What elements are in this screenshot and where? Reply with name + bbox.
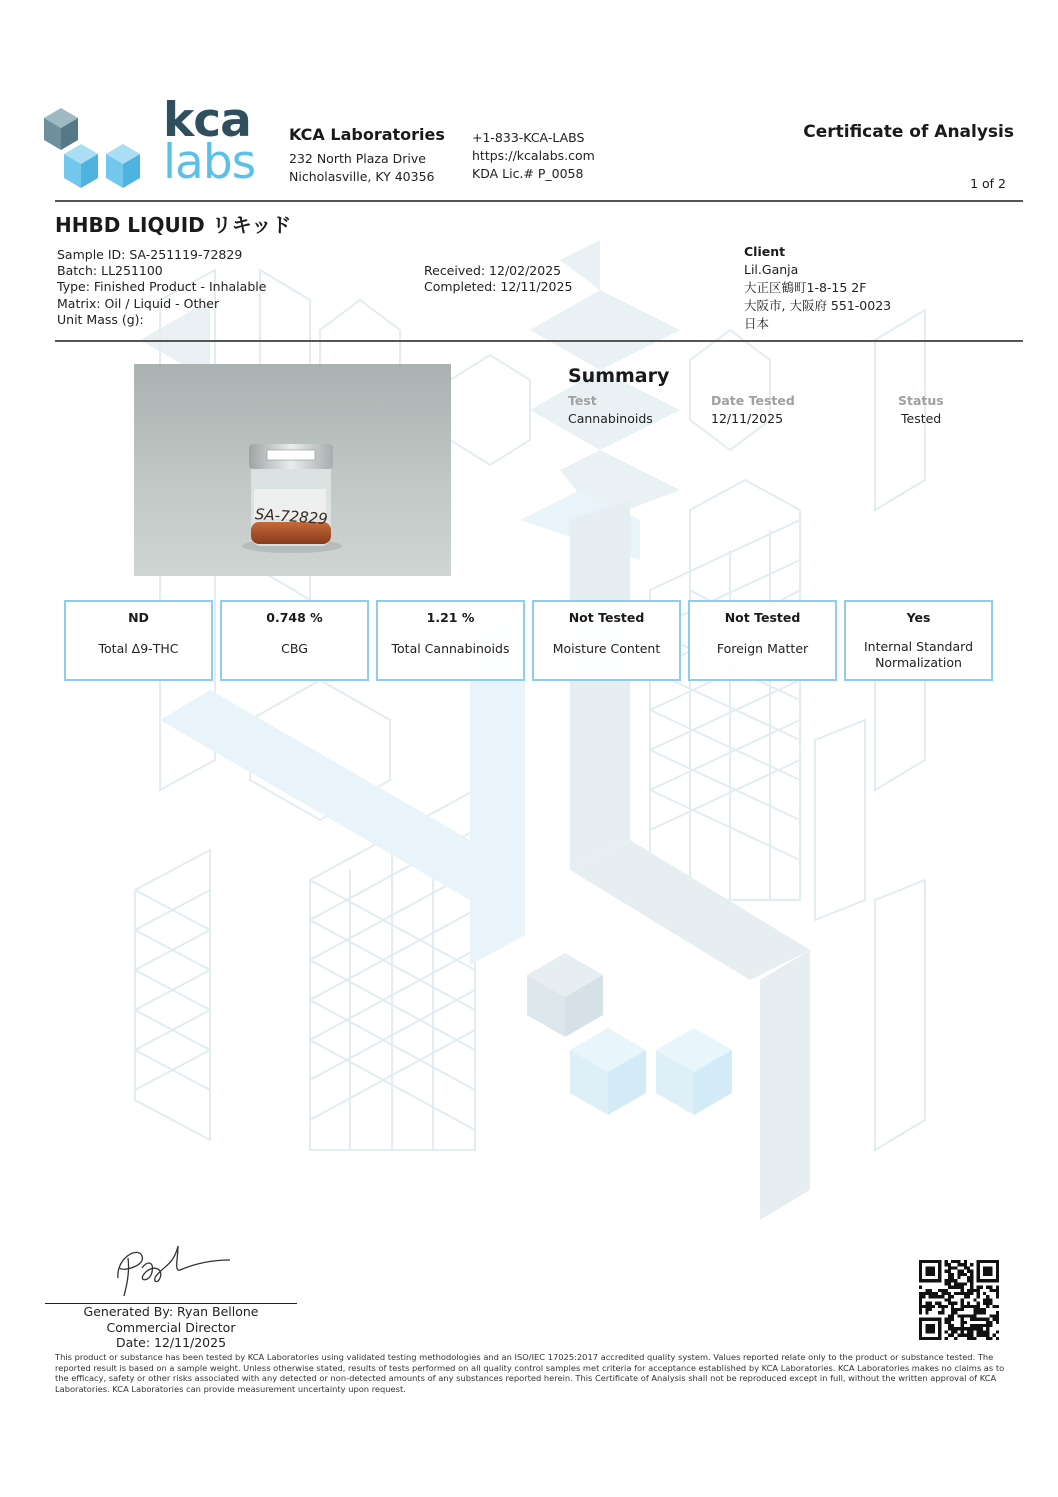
result-box-thc bbox=[64, 600, 213, 681]
sample-batch: Batch: LL251100 bbox=[57, 263, 163, 279]
result-label: Internal Standard Normalization bbox=[863, 639, 973, 670]
summary-cell-status: Tested bbox=[901, 411, 942, 426]
lab-phone: +1-833-KCA-LABS bbox=[472, 130, 585, 145]
signoff-date: Date: 12/11/2025 bbox=[115, 1335, 227, 1350]
result-label: Total Cannabinoids bbox=[391, 641, 510, 656]
logo-wordmark bbox=[163, 93, 256, 190]
lab-info bbox=[289, 125, 445, 186]
lab-address-1: 232 North Plaza Drive bbox=[289, 151, 426, 166]
signoff bbox=[45, 1304, 297, 1351]
summary-title: Summary bbox=[568, 365, 670, 387]
result-value: ND bbox=[128, 610, 149, 625]
jar-label-text: SA-72829 bbox=[254, 504, 329, 529]
completed-date: Completed: 12/11/2025 bbox=[424, 279, 573, 295]
sample-unit-mass: Unit Mass (g): bbox=[57, 311, 144, 327]
product-title: HHBD LIQUID リキッド bbox=[55, 213, 292, 237]
received-date: Received: 12/02/2025 bbox=[424, 263, 562, 278]
summary-cell-date: 12/11/2025 bbox=[711, 411, 784, 426]
sample-dates bbox=[424, 263, 572, 295]
client-country: 日本 bbox=[744, 315, 770, 331]
result-box-moisture bbox=[532, 600, 681, 681]
result-value: Yes bbox=[906, 610, 931, 625]
summary-header-status: Status bbox=[898, 393, 944, 408]
sample-type: Type: Finished Product - Inhalable bbox=[57, 279, 267, 295]
logo-word-labs: labs bbox=[163, 135, 256, 190]
summary-cell-test: Cannabinoids bbox=[568, 411, 653, 426]
result-box-cbg bbox=[220, 600, 369, 681]
sample-matrix: Matrix: Oil / Liquid - Other bbox=[57, 295, 220, 311]
summary-header-date: Date Tested bbox=[711, 393, 795, 408]
sample-info bbox=[57, 247, 266, 328]
result-label: Foreign Matter bbox=[716, 641, 809, 656]
result-value: Not Tested bbox=[724, 610, 801, 625]
disclaimer-text: This product or substance has been tested by KCA Laboratories using validated testing methodologies and an ISO/IEC 17025:2017 accredited quality system. Values reported relate only to the product or substance tested. The reported result is based on a sample weight. Unless otherwise stated, results of tests performed on all quality control samples met criteria for acceptance established by KCA Laboratories. KCA Laboratories makes no claims as to the efficacy, safety or other risks associated with any detected or non-detected amounts of any substances reported herein. This Certificate of Analysis shall not be reproduced except in full, without the written approval of KCA Laboratories. KCA Laboratories can provide measurement uncertainty upon request. bbox=[55, 1352, 1005, 1394]
result-box-total-cannabinoids bbox=[376, 600, 525, 681]
lab-website[interactable]: https://kcalabs.com bbox=[472, 148, 595, 163]
client-address-2: 大阪市, 大阪府 551-0023 bbox=[744, 297, 892, 313]
result-label: CBG bbox=[281, 641, 308, 656]
qr-code[interactable] bbox=[919, 1260, 999, 1340]
result-box-normalization bbox=[844, 600, 993, 681]
signature-image bbox=[108, 1238, 238, 1300]
header-divider bbox=[55, 200, 1023, 202]
result-label: Moisture Content bbox=[552, 641, 661, 656]
sample-id: Sample ID: SA-251119-72829 bbox=[57, 247, 243, 262]
result-value: 0.748 % bbox=[266, 610, 323, 625]
result-label: Total Δ9-THC bbox=[98, 641, 179, 656]
result-value: Not Tested bbox=[568, 610, 645, 625]
signer-role: Commercial Director bbox=[106, 1319, 236, 1335]
generated-by: Generated By: Ryan Bellone bbox=[83, 1304, 259, 1319]
summary-header-test: Test bbox=[568, 393, 597, 408]
info-divider bbox=[55, 340, 1023, 342]
lab-license: KDA Lic.# P_0058 bbox=[472, 166, 584, 181]
lab-contact bbox=[472, 129, 595, 183]
client-info bbox=[744, 244, 891, 333]
page-number: 1 of 2 bbox=[970, 176, 1006, 191]
result-value: 1.21 % bbox=[426, 610, 475, 625]
logo-word-kca: kca bbox=[163, 93, 251, 148]
document-title: Certificate of Analysis bbox=[803, 122, 1014, 142]
lab-address-2: Nicholasville, KY 40356 bbox=[289, 169, 435, 184]
client-address-1: 大正区鶴町1-8-15 2F bbox=[744, 279, 867, 295]
lab-name: KCA Laboratories bbox=[289, 125, 445, 144]
summary-section bbox=[568, 365, 944, 426]
sample-photo bbox=[134, 364, 451, 576]
result-box-foreign-matter bbox=[688, 600, 837, 681]
client-heading: Client bbox=[744, 244, 786, 259]
client-name: Lil.Ganja bbox=[744, 261, 799, 277]
